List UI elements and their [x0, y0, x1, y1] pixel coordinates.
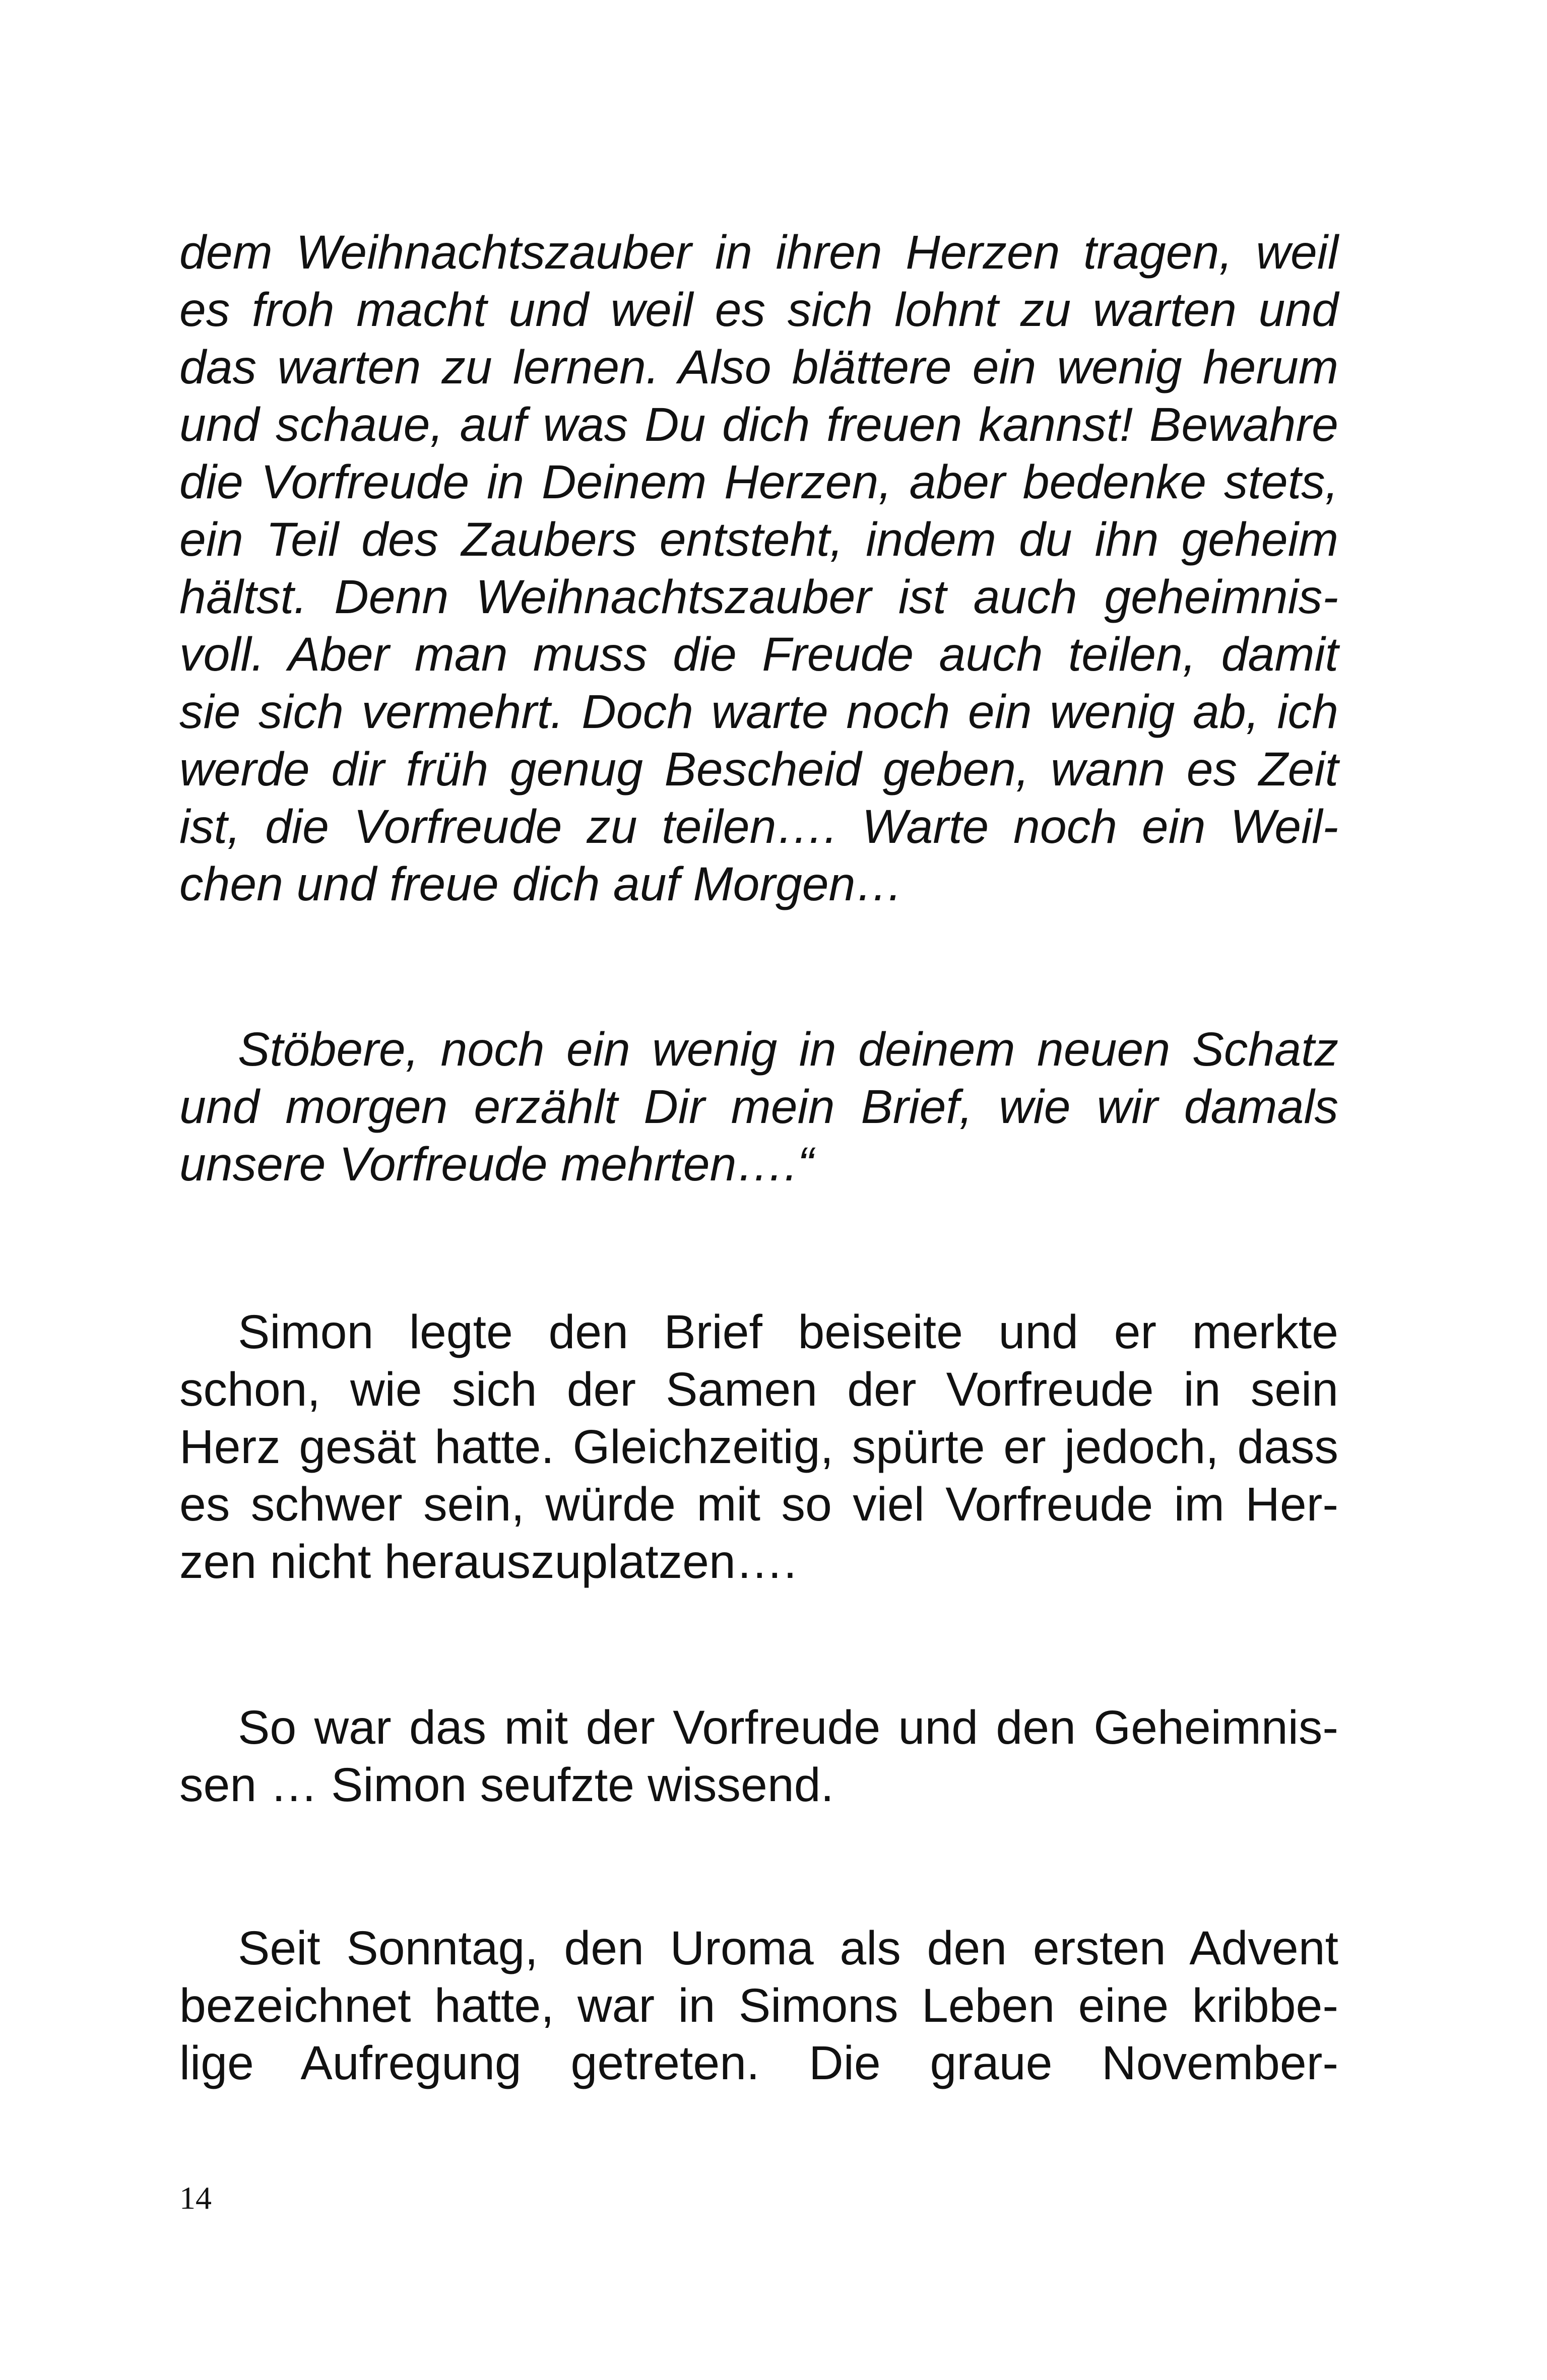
paragraph-line: zen nicht herauszuplatzen…. — [179, 1535, 797, 1589]
paragraph-line: dem Weihnachtszauber in ihren Herzen tragen, weil — [179, 226, 1338, 279]
paragraph-1 — [179, 224, 1338, 913]
paragraph-line: schon, wie sich der Samen der Vorfreude in sein — [179, 1363, 1338, 1416]
paragraph-line: es froh macht und weil es sich lohnt zu warten und — [179, 283, 1338, 337]
paragraph-line: und schaue, auf was Du dich freuen kannst! Bewahre — [179, 398, 1338, 451]
paragraph-line: hältst. Denn Weihnachtszauber ist auch geheimnis- — [179, 570, 1338, 624]
paragraph-line: voll. Aber man muss die Freude auch teilen, damit — [179, 628, 1338, 681]
paragraph-line: ist, die Vorfreude zu teilen…. Warte noch ein Weil- — [179, 800, 1338, 853]
paragraph-line: das warten zu lernen. Also blättere ein wenig herum — [179, 341, 1338, 394]
paragraph-line: werde dir früh genug Bescheid geben, wann es Zeit — [179, 743, 1338, 796]
paragraph-line: ein Teil des Zaubers entsteht, indem du ihn geheim — [179, 513, 1338, 566]
paragraph-line: die Vorfreude in Deinem Herzen, aber bedenke stets, — [179, 455, 1338, 509]
paragraph-line: und morgen erzählt Dir mein Brief, wie wir damals — [179, 1080, 1338, 1134]
paragraph-line: Simon legte den Brief beiseite und er merkte — [238, 1305, 1338, 1359]
paragraph-line: sen … Simon seufzte wissend. — [179, 1758, 834, 1812]
paragraph-line: Stöbere, noch ein wenig in deinem neuen Schatz — [238, 1023, 1338, 1076]
paragraph-line: chen und freue dich auf Morgen… — [179, 857, 904, 911]
paragraph-2 — [179, 1021, 1338, 1193]
paragraph-line: lige Aufregung getreten. Die graue November- — [179, 2036, 1338, 2090]
paragraph-line: sie sich vermehrt. Doch warte noch ein wenig ab, ich — [179, 685, 1338, 739]
paragraph-line: Seit Sonntag, den Uroma als den ersten Advent — [238, 1922, 1338, 1975]
paragraph-line: Herz gesät hatte. Gleichzeitig, spürte er jedoch, dass — [179, 1420, 1338, 1474]
paragraph-line: es schwer sein, würde mit so viel Vorfreude im Her- — [179, 1478, 1338, 1531]
page-number: 14 — [179, 2180, 212, 2216]
paragraph-line: unsere Vorfreude mehrten….“ — [179, 1138, 814, 1191]
paragraph-3 — [179, 1303, 1338, 1591]
paragraph-4 — [179, 1699, 1338, 1814]
paragraph-5 — [179, 1920, 1338, 2092]
paragraph-line: bezeichnet hatte, war in Simons Leben eine kribbe- — [179, 1979, 1338, 2032]
paragraph-line: So war das mit der Vorfreude und den Geheimnis- — [238, 1701, 1338, 1754]
